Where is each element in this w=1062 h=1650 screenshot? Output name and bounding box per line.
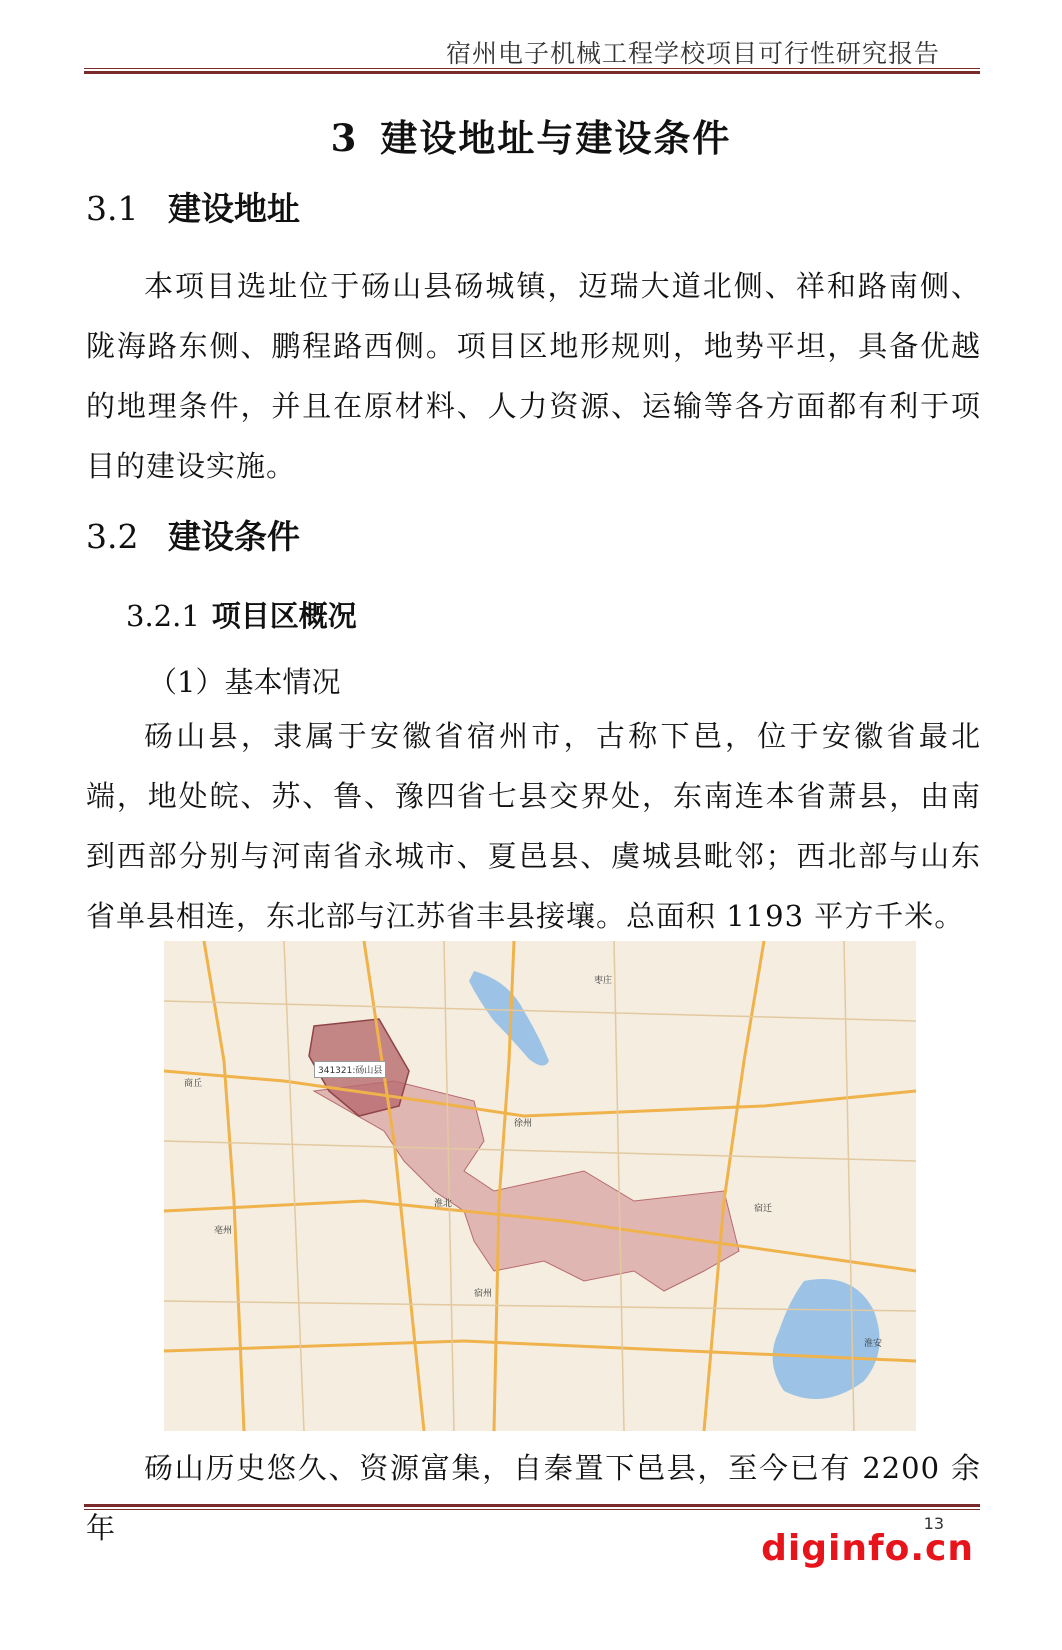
map-place: 淮安 bbox=[864, 1339, 883, 1349]
header-rule-thin bbox=[84, 68, 980, 69]
subsection-number: 3.2.1 bbox=[126, 599, 200, 633]
map-place: 商丘 bbox=[184, 1079, 203, 1089]
map-place: 淮北 bbox=[434, 1199, 453, 1209]
map-graphic bbox=[164, 941, 916, 1431]
subsection-title: 项目区概况 bbox=[211, 599, 357, 633]
site-watermark: diginfo.cn bbox=[761, 1528, 974, 1569]
subsection-heading-3-2-1 bbox=[126, 594, 357, 635]
page-number: 13 bbox=[923, 1514, 944, 1533]
chapter-heading bbox=[0, 108, 1062, 162]
running-header: 宿州电子机械工程学校项目可行性研究报告 bbox=[445, 39, 940, 68]
basic-situation-heading: （1）基本情况 bbox=[148, 665, 341, 699]
section-title: 建设地址 bbox=[168, 189, 300, 228]
header-rule-thick bbox=[84, 71, 980, 74]
county-paragraph: 砀山县，隶属于安徽省宿州市，古称下邑，位于安徽省最北端，地处皖、苏、鲁、豫四省七县交界处，东南连本省萧县，由南到西部分别与河南省永城市、夏邑县、虞城县毗邻；西北部与山东省单县相连，东北部与江苏省丰县接壤。总面积 1193 平方千米。 bbox=[86, 719, 981, 933]
history-paragraph: 砀山历史悠久、资源富集，自秦置下邑县，至今已有 2200 余年 bbox=[86, 1451, 981, 1545]
section-number: 3.2 bbox=[86, 517, 139, 556]
chapter-title: 建设地址与建设条件 bbox=[380, 116, 732, 160]
footer-rule-thick bbox=[84, 1504, 980, 1507]
section-heading-3-2 bbox=[86, 511, 300, 558]
chapter-number: 3 bbox=[330, 116, 359, 160]
map-place: 宿州 bbox=[474, 1289, 493, 1299]
map-place: 枣庄 bbox=[594, 976, 613, 986]
map-place: 亳州 bbox=[214, 1226, 233, 1236]
map-place: 徐州 bbox=[514, 1119, 533, 1129]
section-title: 建设条件 bbox=[168, 517, 300, 556]
section-heading-3-1 bbox=[86, 183, 300, 230]
region-suzhou bbox=[314, 1081, 739, 1291]
footer-rule-thin bbox=[84, 1509, 980, 1510]
map-place: 宿迁 bbox=[754, 1204, 773, 1214]
site-paragraph: 本项目选址位于砀山县砀城镇，迈瑞大道北侧、祥和路南侧、陇海路东侧、鹏程路西侧。项目区地形规则，地势平坦，具备优越的地理条件，并且在原材料、人力资源、运输等各方面都有利于项目的建设实施。 bbox=[86, 269, 981, 483]
section-number: 3.1 bbox=[86, 189, 139, 228]
map-county-tag: 341321:砀山县 bbox=[314, 1061, 386, 1078]
location-map bbox=[164, 941, 916, 1431]
